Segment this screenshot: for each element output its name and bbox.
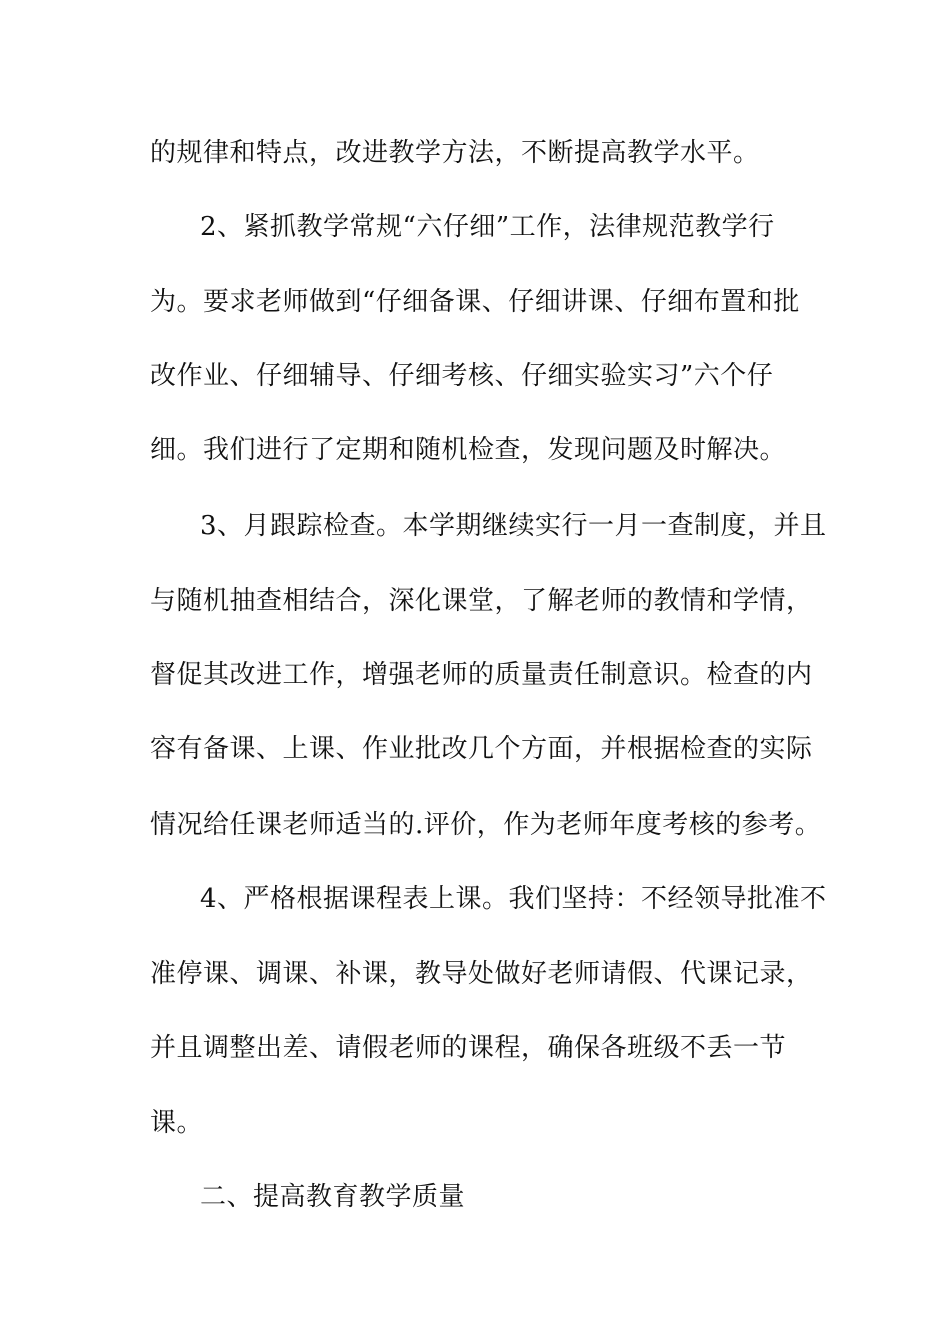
- section-heading: 二、提高教育教学质量: [200, 1182, 466, 1212]
- paragraph-line: 课。: [150, 1108, 204, 1138]
- paragraph-line: 准停课、调课、补课，教导处做好老师请假、代课记录，: [150, 959, 813, 989]
- paragraph-line: 改作业、仔细辅导、仔细考核、仔细实验实习”六个仔: [150, 361, 774, 391]
- paragraph-line: 的规律和特点，改进教学方法，不断提高教学水平。: [150, 138, 760, 168]
- paragraph-line: 督促其改进工作，增强老师的质量责任制意识。检查的内: [150, 660, 813, 690]
- paragraph-line: 为。要求老师做到“仔细备课、仔细讲课、仔细布置和批: [150, 287, 800, 317]
- paragraph-line: 容有备课、上课、作业批改几个方面，并根据检查的实际: [150, 734, 813, 764]
- paragraph-line: 4、严格根据课程表上课。我们坚持：不经领导批准不: [200, 884, 827, 914]
- paragraph-line: 3、月跟踪检查。本学期继续实行一月一查制度，并且: [200, 511, 827, 541]
- paragraph-line: 2、紧抓教学常规“六仔细”工作，法律规范教学行: [200, 212, 775, 242]
- paragraph-line: 与随机抽查相结合，深化课堂，了解老师的教情和学情，: [150, 586, 813, 616]
- paragraph-line: 细。我们进行了定期和随机检查，发现问题及时解决。: [150, 435, 787, 465]
- paragraph-line: 并且调整出差、请假老师的课程，确保各班级不丢一节: [150, 1033, 787, 1063]
- paragraph-line: 情况给任课老师适当的.评价，作为老师年度考核的参考。: [150, 810, 822, 840]
